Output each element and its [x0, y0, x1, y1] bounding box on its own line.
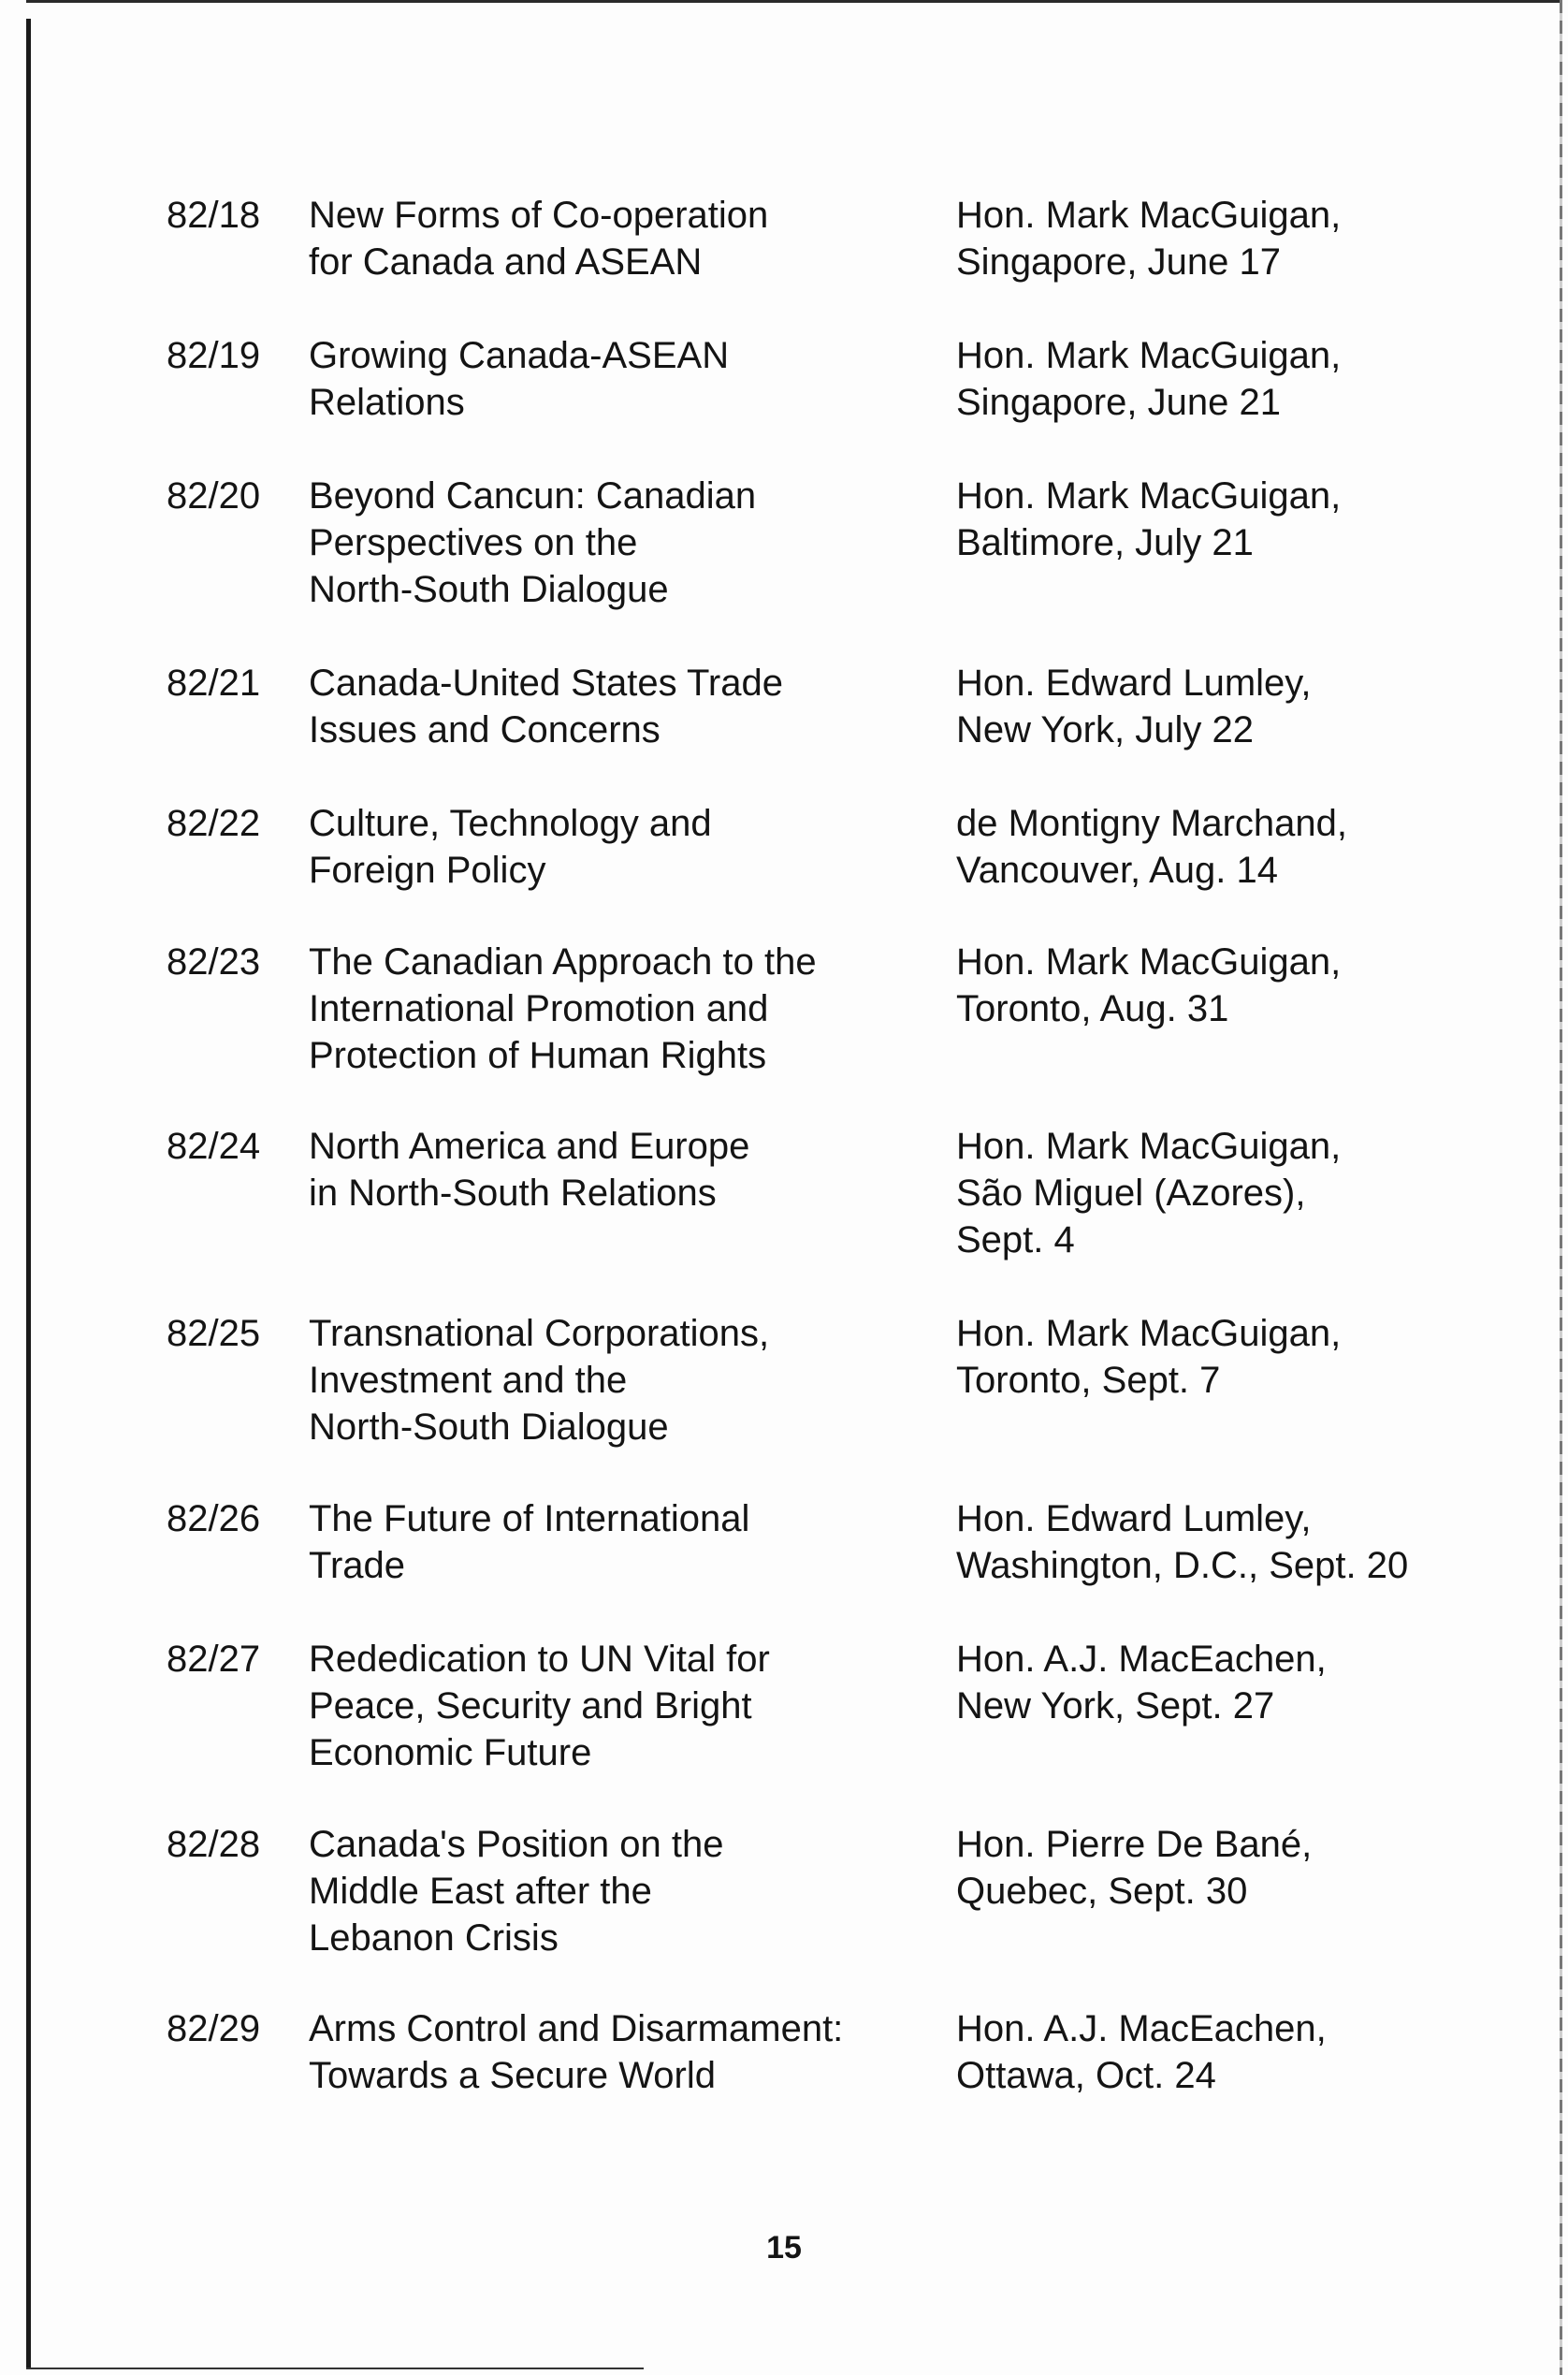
entry-number: 82/20 [167, 475, 261, 517]
entry-speaker: de Montigny Marchand, Vancouver, Aug. 14 [956, 803, 1348, 891]
entry-title: New Forms of Co-operation for Canada and ASEAN [309, 195, 769, 283]
entry-title: Arms Control and Disarmament: Towards a Secure World [309, 2008, 844, 2096]
entry-title: Transnational Corporations, Investment and the North-South Dialogue [309, 1313, 770, 1448]
entry-number: 82/21 [167, 663, 261, 704]
entry-number: 82/19 [167, 335, 261, 376]
entry-speaker: Hon. Mark MacGuigan, São Miguel (Azores), Sept. 4 [956, 1126, 1342, 1260]
entry-number: 82/22 [167, 803, 261, 844]
entry-number: 82/28 [167, 1824, 261, 1865]
entry-title: Rededication to UN Vital for Peace, Security and Bright Economic Future [309, 1639, 770, 1773]
page-number: 15 [766, 2230, 802, 2266]
entry-title: Canada-United States Trade Issues and Concerns [309, 663, 783, 750]
entry-number: 82/25 [167, 1313, 261, 1354]
entry-speaker: Hon. Edward Lumley, New York, July 22 [956, 663, 1312, 750]
entry-number: 82/23 [167, 941, 261, 983]
entry-title: The Future of International Trade [309, 1498, 750, 1586]
entry-speaker: Hon. Mark MacGuigan, Toronto, Sept. 7 [956, 1313, 1342, 1401]
entry-speaker: Hon. Edward Lumley, Washington, D.C., Sept. 20 [956, 1498, 1409, 1586]
entry-number: 82/18 [167, 195, 261, 236]
entry-number: 82/29 [167, 2008, 261, 2049]
scan-right-edge [1560, 0, 1562, 2375]
scan-left-edge [26, 19, 31, 2368]
entry-number: 82/24 [167, 1126, 261, 1167]
entry-speaker: Hon. Mark MacGuigan, Singapore, June 17 [956, 195, 1342, 283]
entry-title: Growing Canada-ASEAN Relations [309, 335, 730, 423]
entry-title: Culture, Technology and Foreign Policy [309, 803, 712, 891]
entry-number: 82/26 [167, 1498, 261, 1539]
entry-speaker: Hon. Mark MacGuigan, Baltimore, July 21 [956, 475, 1342, 563]
entry-title: Beyond Cancun: Canadian Perspectives on the North-South Dialogue [309, 475, 757, 610]
entry-title: North America and Europe in North-South Relations [309, 1126, 750, 1214]
entry-title: The Canadian Approach to the International Promotion and Protection of Human Rights [309, 941, 817, 1076]
scan-bottom-edge [26, 2368, 644, 2369]
entry-speaker: Hon. Mark MacGuigan, Toronto, Aug. 31 [956, 941, 1342, 1029]
scan-top-edge [26, 0, 1561, 3]
entry-title: Canada's Position on the Middle East after the Lebanon Crisis [309, 1824, 724, 1959]
entry-speaker: Hon. Mark MacGuigan, Singapore, June 21 [956, 335, 1342, 423]
entry-number: 82/27 [167, 1639, 261, 1680]
entry-speaker: Hon. A.J. MacEachen, Ottawa, Oct. 24 [956, 2008, 1327, 2096]
entry-speaker: Hon. Pierre De Bané, Quebec, Sept. 30 [956, 1824, 1313, 1912]
entry-speaker: Hon. A.J. MacEachen, New York, Sept. 27 [956, 1639, 1327, 1727]
